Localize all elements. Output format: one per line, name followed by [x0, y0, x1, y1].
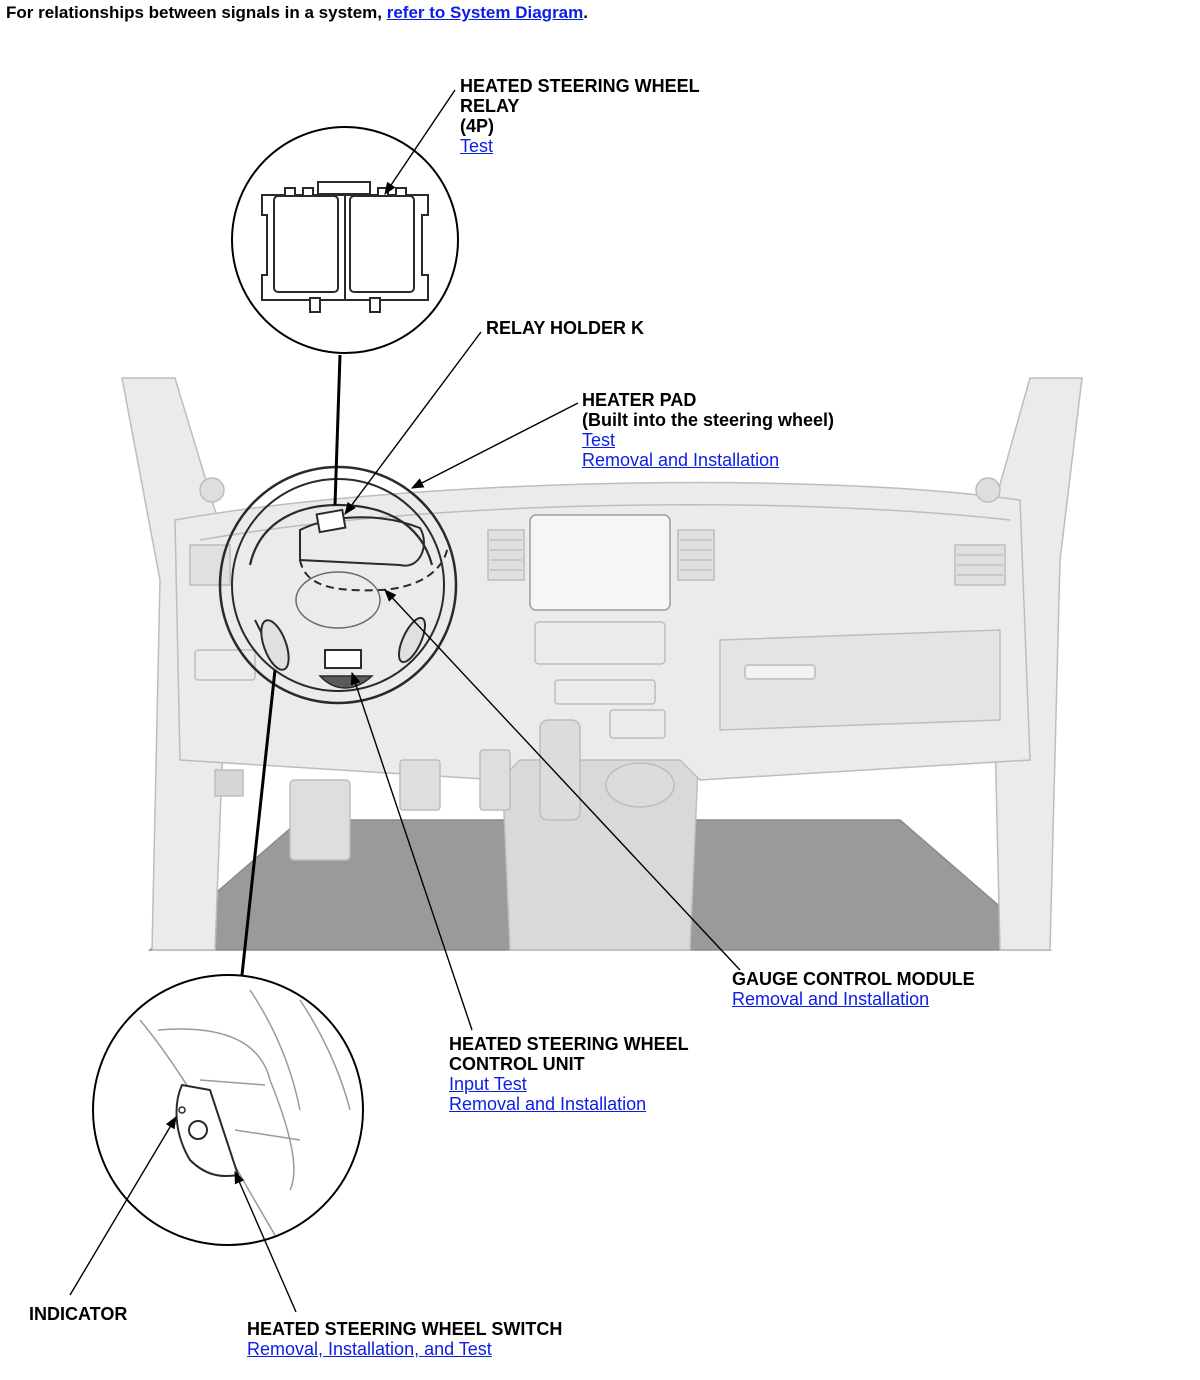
relay-title-line-1: HEATED STEERING WHEEL: [460, 76, 700, 96]
relay-left: [274, 196, 338, 292]
heater-pad-removal-link[interactable]: Removal and Installation: [582, 450, 780, 470]
relay-holder-k-box: [317, 510, 346, 532]
callout-control-unit: [449, 1034, 689, 1114]
relay-test-link[interactable]: Test: [460, 136, 494, 156]
callout-heater-pad: [582, 390, 834, 470]
indicator-title: INDICATOR: [29, 1304, 128, 1324]
callout-relay-holder: [486, 318, 644, 338]
callout-relay: [460, 76, 700, 156]
callout-switch: [247, 1319, 562, 1359]
climate-panel: [535, 622, 665, 664]
glove-box: [720, 630, 1000, 730]
control-unit-box: [325, 650, 361, 668]
relay-title-line-2: RELAY: [460, 96, 520, 116]
shifter: [540, 720, 580, 820]
heater-pad-title-line-2: (Built into the steering wheel): [582, 410, 835, 430]
heater-pad-test-link[interactable]: Test: [582, 430, 616, 450]
control-unit-input-test-link[interactable]: Input Test: [449, 1074, 527, 1094]
relay-detail-circle: [232, 127, 458, 353]
gauge-module-title: GAUGE CONTROL MODULE: [732, 969, 975, 989]
control-unit-removal-link[interactable]: Removal and Installation: [449, 1094, 647, 1114]
relay-right: [350, 196, 414, 292]
center-screen: [530, 515, 670, 610]
vent-right: [678, 530, 714, 580]
relay-holder-title: RELAY HOLDER K: [486, 318, 645, 338]
relay-title-line-3: (4P): [460, 116, 495, 136]
gauge-module-removal-link[interactable]: Removal and Installation: [732, 989, 930, 1009]
switch-removal-test-link[interactable]: Removal, Installation, and Test: [247, 1339, 492, 1359]
callout-gauge-module: [732, 969, 975, 1009]
lower-left-panel: [195, 650, 255, 680]
control-unit-title-line-2: CONTROL UNIT: [449, 1054, 585, 1074]
intro-suffix: .: [583, 3, 588, 22]
callout-indicator: [29, 1304, 127, 1324]
switch-detail-circle: [93, 975, 363, 1245]
vent-left: [488, 530, 524, 580]
system-diagram-link[interactable]: refer to System Diagram: [386, 3, 584, 22]
switch-title: HEATED STEERING WHEEL SWITCH: [247, 1319, 563, 1339]
control-unit-title-line-1: HEATED STEERING WHEEL: [449, 1034, 689, 1054]
cup-holder: [606, 763, 674, 807]
heater-pad-title-line-1: HEATER PAD: [582, 390, 697, 410]
intro-label: For relationships between signals in a system,: [6, 3, 387, 22]
